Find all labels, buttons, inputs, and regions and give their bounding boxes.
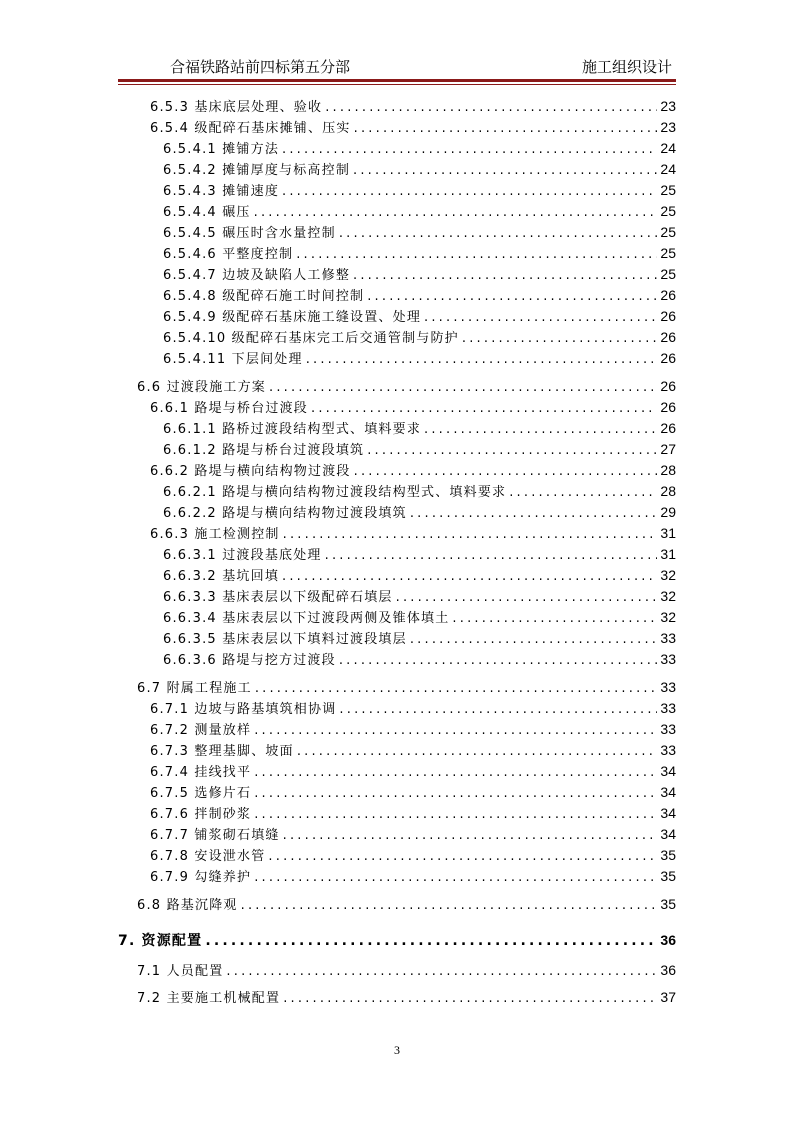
toc-entry-label: 6.5.4 级配碎石基床摊铺、压实	[150, 121, 351, 136]
toc-leader-dots	[410, 632, 658, 647]
toc-entry-label: 6.5.4.10 级配碎石基床完工后交通管制与防护	[163, 331, 459, 346]
toc-entry-6-7[interactable]	[137, 677, 676, 697]
toc-entry-label: 6.7.2 测量放样	[150, 723, 252, 738]
toc-entry-label: 6.5.3 基床底层处理、验收	[150, 100, 323, 115]
toc-leader-dots	[282, 142, 657, 157]
toc-entry-label: 6.6.2.1 路堤与横向结构物过渡段结构型式、填料要求	[163, 485, 507, 500]
toc-leader-dots	[255, 681, 658, 696]
toc-entry-page: 32	[660, 588, 676, 604]
toc-leader-dots	[297, 744, 658, 759]
toc-entry-6-7-3[interactable]	[150, 740, 676, 760]
toc-entry-page: 23	[660, 119, 676, 135]
toc-entry-page: 34	[660, 805, 676, 821]
toc-leader-dots	[509, 485, 657, 500]
toc-leader-dots	[311, 401, 657, 416]
toc-entry-page: 25	[660, 182, 676, 198]
toc-entry-page: 31	[660, 546, 676, 562]
toc-entry-6-6-2-1[interactable]	[163, 481, 676, 501]
toc-entry-page: 35	[660, 896, 676, 912]
toc-leader-dots	[254, 807, 657, 822]
toc-entry-6-6-3-1[interactable]	[163, 544, 676, 564]
toc-entry-6-7-8[interactable]	[150, 845, 676, 865]
toc-entry-label: 6.7 附属工程施工	[137, 681, 252, 696]
toc-leader-dots	[462, 331, 658, 346]
toc-entry-page: 26	[660, 308, 676, 324]
toc-entry-6-6-3[interactable]	[150, 523, 676, 543]
toc-entry-label: 6.6.2 路堤与横向结构物过渡段	[150, 464, 351, 479]
toc-entry-page: 32	[660, 567, 676, 583]
toc-entry-label: 6.6.3.5 基床表层以下填料过渡段填层	[163, 632, 407, 647]
toc-leader-dots	[339, 226, 658, 241]
toc-entry-label: 6.7.4 挂线找平	[150, 765, 252, 780]
toc-entry-label: 7.2 主要施工机械配置	[137, 991, 281, 1006]
toc-entry-6-7-4[interactable]	[150, 761, 676, 781]
toc-leader-dots	[283, 991, 657, 1006]
toc-entry-label: 6.6.1.2 路堤与桥台过渡段填筑	[163, 443, 365, 458]
toc-leader-dots	[205, 933, 657, 949]
toc-entry-page: 23	[660, 98, 676, 114]
toc-entry-page: 25	[660, 245, 676, 261]
toc-entry-6-7-1[interactable]	[150, 698, 676, 718]
toc-entry-page: 26	[660, 350, 676, 366]
toc-entry-page: 34	[660, 784, 676, 800]
toc-leader-dots	[424, 310, 657, 325]
toc-entry-label: 6.6.3.1 过渡段基底处理	[163, 548, 322, 563]
toc-entry-6-5-3[interactable]	[150, 96, 676, 116]
toc-entry-label: 7.1 人员配置	[137, 964, 224, 979]
toc-entry-page: 26	[660, 287, 676, 303]
toc-entry-6-5-4-4[interactable]	[163, 201, 676, 221]
toc-entry-6-7-5[interactable]	[150, 782, 676, 802]
toc-entry-label: 6.8 路基沉降观	[137, 898, 238, 913]
toc-entry-label: 6.6.3 施工检测控制	[150, 527, 280, 542]
toc-entry-6-5-4-7[interactable]	[163, 264, 676, 284]
toc-leader-dots	[306, 352, 658, 367]
toc-entry-label: 6.5.4.8 级配碎石施工时间控制	[163, 289, 365, 304]
toc-entry-label: 6.6 过渡段施工方案	[137, 380, 267, 395]
toc-entry-label: 6.5.4.11 下层间处理	[163, 352, 303, 367]
toc-leader-dots	[241, 898, 658, 913]
toc-entry-page: 27	[660, 441, 676, 457]
toc-entry-7[interactable]	[118, 930, 676, 950]
toc-entry-label: 6.5.4.7 边坡及缺陷人工修整	[163, 268, 351, 283]
toc-leader-dots	[282, 569, 657, 584]
toc-entry-6-6-3-4[interactable]	[163, 607, 676, 627]
toc-leader-dots	[254, 870, 657, 885]
header-rule-thin	[118, 84, 676, 85]
toc-entry-6-6-1-2[interactable]	[163, 439, 676, 459]
toc-entry-page: 26	[660, 399, 676, 415]
toc-entry-6-7-6[interactable]	[150, 803, 676, 823]
toc-leader-dots	[339, 702, 657, 717]
toc-entry-label: 6.5.4.4 碾压	[163, 205, 251, 220]
toc-entry-page: 25	[660, 266, 676, 282]
toc-entry-7-2[interactable]	[137, 987, 676, 1007]
toc-entry-label: 6.5.4.3 摊铺速度	[163, 184, 280, 199]
toc-entry-6-6-3-2[interactable]	[163, 565, 676, 585]
toc-entry-label: 6.7.8 安设泄水管	[150, 849, 266, 864]
toc-leader-dots	[282, 184, 657, 199]
page-header	[118, 56, 676, 78]
toc-leader-dots	[325, 100, 657, 115]
toc-leader-dots	[424, 422, 657, 437]
toc-entry-page: 35	[660, 847, 676, 863]
toc-entry-6-5-4-11[interactable]	[163, 348, 676, 368]
toc-leader-dots	[283, 527, 658, 542]
toc-entry-page: 31	[660, 525, 676, 541]
toc-entry-label: 6.6.3.4 基床表层以下过渡段两侧及锥体填土	[163, 611, 450, 626]
toc-entry-page: 24	[660, 161, 676, 177]
toc-entry-page: 37	[660, 989, 676, 1005]
toc-leader-dots	[254, 765, 657, 780]
toc-entry-page: 33	[660, 742, 676, 758]
toc-entry-6-5-4-3[interactable]	[163, 180, 676, 200]
toc-entry-label: 6.5.4.2 摊铺厚度与标高控制	[163, 163, 351, 178]
toc-entry-page: 28	[660, 483, 676, 499]
toc-entry-page: 33	[660, 651, 676, 667]
toc-leader-dots	[296, 247, 657, 262]
toc-leader-dots	[353, 268, 657, 283]
header-rule-thick	[118, 79, 676, 82]
toc-entry-page: 24	[660, 140, 676, 156]
toc-leader-dots	[269, 380, 657, 395]
toc-entry-6-8[interactable]	[137, 894, 676, 914]
toc-entry-label: 6.6.3.3 基床表层以下级配碎石填层	[163, 590, 393, 605]
toc-entry-page: 26	[660, 378, 676, 394]
toc-leader-dots	[268, 849, 657, 864]
toc-entry-6-6-3-3[interactable]	[163, 586, 676, 606]
toc-entry-page: 26	[660, 420, 676, 436]
toc-entry-label: 6.6.1.1 路桥过渡段结构型式、填料要求	[163, 422, 422, 437]
toc-entry-6-5-4[interactable]	[150, 117, 676, 137]
toc-leader-dots	[283, 828, 658, 843]
toc-entry-6-6-3-5[interactable]	[163, 628, 676, 648]
toc-entry-6-7-9[interactable]	[150, 866, 676, 886]
toc-entry-page: 36	[660, 962, 676, 978]
toc-entry-page: 33	[660, 700, 676, 716]
toc-leader-dots	[354, 464, 658, 479]
toc-leader-dots	[353, 163, 657, 178]
toc-entry-page: 34	[660, 763, 676, 779]
toc-entry-6-5-4-2[interactable]	[163, 159, 676, 179]
toc-entry-label: 6.5.4.9 级配碎石基床施工缝设置、处理	[163, 310, 422, 325]
toc-entry-6-5-4-10[interactable]	[163, 327, 676, 347]
toc-entry-6-7-7[interactable]	[150, 824, 676, 844]
toc-leader-dots	[452, 611, 657, 626]
toc-leader-dots	[254, 205, 658, 220]
toc-entry-page: 28	[660, 462, 676, 478]
toc-leader-dots	[226, 964, 657, 979]
toc-entry-page: 32	[660, 609, 676, 625]
toc-entry-6-5-4-9[interactable]	[163, 306, 676, 326]
header-document-type: 施工组织设计	[581, 58, 672, 76]
toc-entry-6-5-4-1[interactable]	[163, 138, 676, 158]
toc-leader-dots	[396, 590, 658, 605]
toc-entry-label: 6.7.1 边坡与路基填筑相协调	[150, 702, 337, 717]
toc-entry-page: 25	[660, 203, 676, 219]
toc-entry-page: 33	[660, 630, 676, 646]
toc-leader-dots	[367, 443, 657, 458]
toc-entry-6-5-4-6[interactable]	[163, 243, 676, 263]
toc-entry-label: 6.7.7 铺浆砌石填缝	[150, 828, 280, 843]
toc-entry-6-6-2-2[interactable]	[163, 502, 676, 522]
page-number: 3	[394, 1043, 400, 1057]
toc-entry-label: 6.6.2.2 路堤与横向结构物过渡段填筑	[163, 506, 407, 521]
toc-entry-label: 6.6.1 路堤与桥台过渡段	[150, 401, 309, 416]
toc-entry-page: 36	[660, 932, 676, 948]
toc-entry-page: 25	[660, 224, 676, 240]
toc-entry-page: 35	[660, 868, 676, 884]
toc-entry-label: 6.7.3 整理基脚、坡面	[150, 744, 294, 759]
toc-entry-6-7-2[interactable]	[150, 719, 676, 739]
toc-entry-label: 7. 资源配置	[118, 933, 203, 949]
toc-leader-dots	[254, 786, 657, 801]
toc-entry-page: 34	[660, 826, 676, 842]
toc-entry-6-6-3-6[interactable]	[163, 649, 676, 669]
toc-entry-page: 33	[660, 679, 676, 695]
toc-leader-dots	[339, 653, 658, 668]
toc-entry-label: 6.6.3.6 路堤与挖方过渡段	[163, 653, 336, 668]
toc-entry-6-5-4-5[interactable]	[163, 222, 676, 242]
toc-entry-label: 6.7.6 拌制砂浆	[150, 807, 252, 822]
toc-entry-6-6[interactable]	[137, 376, 676, 396]
toc-entry-6-5-4-8[interactable]	[163, 285, 676, 305]
toc-entry-label: 6.7.5 选修片石	[150, 786, 252, 801]
toc-entry-6-6-2[interactable]	[150, 460, 676, 480]
toc-leader-dots	[254, 723, 657, 738]
toc-entry-label: 6.7.9 勾缝养护	[150, 870, 252, 885]
header-project-name: 合福铁路站前四标第五分部	[170, 58, 351, 76]
toc-entry-page: 29	[660, 504, 676, 520]
toc-entry-page: 26	[660, 329, 676, 345]
toc-entry-page: 33	[660, 721, 676, 737]
toc-leader-dots	[410, 506, 658, 521]
toc-leader-dots	[325, 548, 658, 563]
toc-entry-label: 6.5.4.6 平整度控制	[163, 247, 294, 262]
toc-leader-dots	[367, 289, 657, 304]
toc-entry-label: 6.5.4.1 摊铺方法	[163, 142, 280, 157]
toc-entry-7-1[interactable]	[137, 960, 676, 980]
toc-leader-dots	[354, 121, 658, 136]
toc-entry-6-6-1[interactable]	[150, 397, 676, 417]
toc-entry-6-6-1-1[interactable]	[163, 418, 676, 438]
toc-entry-label: 6.5.4.5 碾压时含水量控制	[163, 226, 336, 241]
toc-entry-label: 6.6.3.2 基坑回填	[163, 569, 280, 584]
